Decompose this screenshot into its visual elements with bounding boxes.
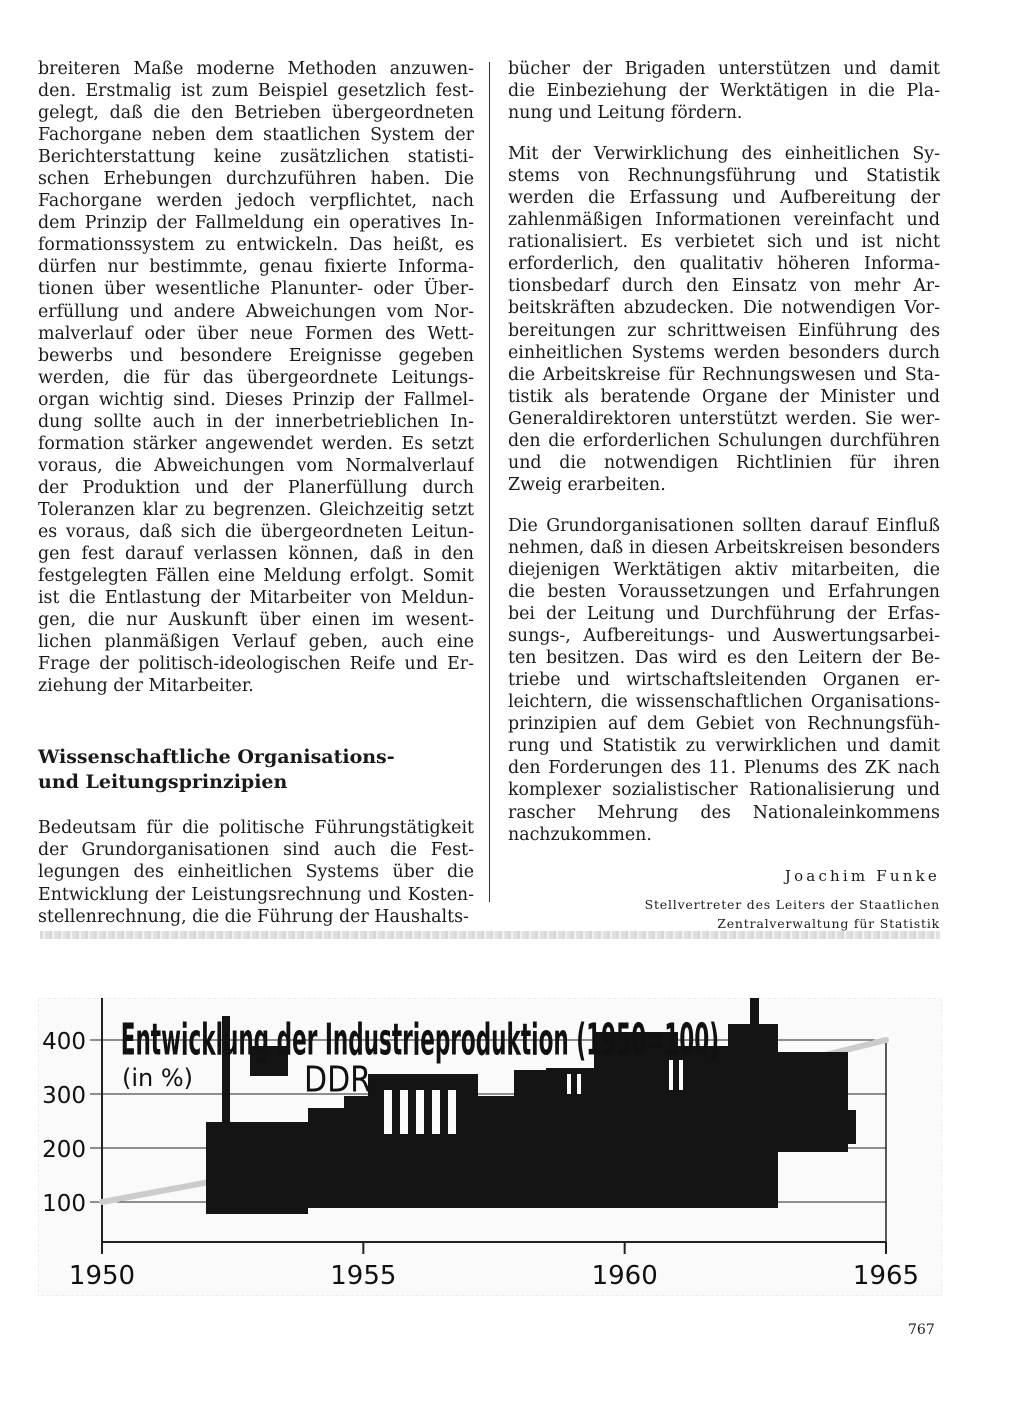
y-tick-label: 100 [42,1191,86,1217]
paragraph [38,58,474,697]
chart-title: Entwicklung der Industrieproduktion (1950=100) [120,1014,720,1066]
text-line: malverlauf oder über neue Formen des Wett- [38,323,474,344]
y-tick-label: 400 [42,1029,86,1055]
text-line: legungen des einheitlichen Systems über die [38,862,474,883]
text-line: lichen planmäßigen Verlauf geben, auch eine [38,632,474,653]
paragraph [508,515,940,846]
text-line: dem Prinzip der Fallmeldung ein operatives In- [38,213,474,234]
y-tick-label: 300 [42,1083,86,1109]
text-line: werden, die für das übergeordnete Leitungs- [38,367,474,388]
text-line: leichtern, die wissenschaftlichen Organisations- [508,692,940,713]
text-line: die besten Voraussetzungen und Erfahrungen [508,582,940,603]
text-line: bewerbs und besondere Ereignisse gegeben [38,345,474,366]
text-line: tionen über wesentliche Planunter- oder Über- [38,279,474,300]
text-line: nung und Leitung fördern. [508,103,743,124]
text-line: Generaldirektoren unterstützt werden. Sie wer- [508,408,940,429]
x-tick-label: 1965 [852,1261,920,1291]
text-line: bücher der Brigaden unterstützen und damit [508,59,940,79]
text-line: den Forderungen des 11. Plenums des ZK nach [508,758,940,779]
trend-point [99,1199,105,1205]
chart-subtitle: DDR [304,1057,372,1101]
text-line: Zweig erarbeiten. [508,474,666,495]
text-line: nehmen, daß in diesen Arbeitskreisen besonders [508,537,940,558]
text-line: Frage der politisch-ideologischen Reife und Er- [38,654,474,675]
text-line: dung sollte auch in der innerbetrieblichen In- [38,411,474,432]
left-column [38,58,474,928]
text-line: einheitlichen Systems werden besonders durch [508,342,940,363]
text-line: die Arbeitskreise für Rechnungswesen und Sta- [508,364,940,385]
text-line: bereitungen zur schrittweisen Einführung des [508,320,940,341]
text-line: beitskräften abzudecken. Die notwendigen Vor- [508,298,940,319]
text-line: und die notwendigen Richtlinien für ihren [508,452,940,473]
text-line: Die Grundorganisationen sollten darauf Einfluß [508,515,940,536]
text-line: der Grundorganisationen sind auch die Fest- [38,840,474,861]
text-line: Berichterstattung keine zusätzlichen statisti- [38,147,474,168]
text-line: stems von Rechnungsführung und Statistik [508,166,940,187]
text-line: es voraus, daß sich die übergeordneten Leitun- [38,521,474,542]
text-line: tistik als beratende Organe der Minister und [508,386,940,407]
text-line: diejenigen Werktätigen aktiv mitarbeiten, die [508,559,940,580]
heading-line: und Leitungsprinzipien [38,771,288,794]
column-divider [489,62,490,902]
text-line: dürfen nur bestimmte, genau fixierte Informa- [38,257,474,278]
text-line: rascher Mehrung des Nationaleinkommens [508,802,940,823]
author-name: Joachim Funke [784,866,940,885]
text-line: Toleranzen klar zu begrenzen. Gleichzeitig setzt [38,499,474,520]
text-line: der Produktion und der Planerfüllung durch [38,477,474,498]
chart-svg [38,998,942,1296]
text-line: gen, die nur Auskunft über einen im wesent- [38,610,474,631]
text-line: ist die Entlastung der Mitarbeiter von Meldun- [38,588,474,609]
text-line: zahlenmäßigen Informationen vereinfacht und [508,210,940,231]
text-line: bei der Leitung und Durchführung der Erfas- [508,604,940,625]
text-line: breiteren Maße moderne Methoden anzuwen- [38,59,474,79]
x-tick-label: 1950 [68,1261,136,1291]
x-tick-label: 1955 [330,1261,397,1291]
right-column [508,58,940,933]
chart-unit-label: (in %) [122,1064,194,1092]
author-title [508,895,940,933]
text-line: werden die Erfassung und Aufbereitung der [508,188,940,209]
separator-band [40,931,940,939]
text-line: Entwicklung der Leistungsrechnung und Kosten- [38,884,474,905]
text-line: rung und Statistik zu verwirklichen und damit [508,736,940,757]
text-line: organ wichtig sind. Dieses Prinzip der Fallmel- [38,389,474,410]
text-line: Mit der Verwirklichung des einheitlichen Sy- [508,144,940,165]
text-line: nachzukommen. [508,824,652,845]
text-line: gelegt, daß die den Betrieben übergeordneten [38,103,474,124]
x-tick-label: 1960 [591,1261,658,1291]
text-line: ten besitzen. Das wird es den Leitern der Be- [508,648,940,669]
heading-line: Wissenschaftliche Organisations- [38,746,395,769]
text-line: ziehung der Mitarbeiter. [38,676,254,697]
author-title-line: Stellvertreter des Leiters der Staatlichen [644,896,940,912]
text-line: voraus, die Abweichungen vom Normalverlauf [38,455,474,476]
text-line: formationssystem zu entwickeln. Das heißt, es [38,235,474,256]
text-line: Fachorgane neben dem staatlichen System der [38,125,474,146]
text-line: stellenrechnung, die die Führung der Haushalts- [38,906,469,927]
text-line: erforderlich, den qualitativ höheren Informa- [508,254,940,275]
text-line: Bedeutsam für die politische Führungstätigkeit [38,818,474,839]
author-title-line: Zentralverwaltung für Statistik [717,915,940,931]
paragraph [508,143,940,496]
text-line: tionsbedarf durch den Einsatz von mehr Ar- [508,276,940,297]
paragraph [508,58,940,124]
text-line: komplexer sozialistischer Rationalisierung und [508,780,940,801]
text-line: Fachorgane werden jedoch verpflichtet, nach [38,191,474,212]
text-line: erfüllung und andere Abweichungen vom Nor- [38,301,474,322]
paragraph [38,817,474,927]
text-line: rationalisiert. Es verbietet sich und ist nicht [508,232,940,253]
text-line: formation stärker angewendet werden. Es setzt [38,433,474,454]
text-line: den. Erstmalig ist zum Beispiel gesetzlich fest- [38,81,474,102]
industrial-production-chart [38,998,942,1296]
text-line: prinzipien auf dem Gebiet von Rechnungsfüh- [508,714,940,735]
text-line: sungs-, Aufbereitungs- und Auswertungsarbei- [508,626,940,647]
section-heading [38,745,474,795]
text-line: die Einbeziehung der Werktätigen in die Pla- [508,81,940,102]
text-line: gen fest darauf verlassen können, daß in den [38,544,474,565]
text-line: schen Erhebungen durchzuführen haben. Die [38,169,474,190]
trend-point [883,1037,889,1043]
text-line: triebe und wirtschaftsleitenden Organen er- [508,670,940,691]
text-line: den die erforderlichen Schulungen durchführen [508,430,940,451]
text-line: festgelegten Fällen eine Meldung erfolgt. Somit [38,566,474,587]
page-number: 767 [908,1322,935,1338]
y-tick-label: 200 [42,1137,86,1163]
